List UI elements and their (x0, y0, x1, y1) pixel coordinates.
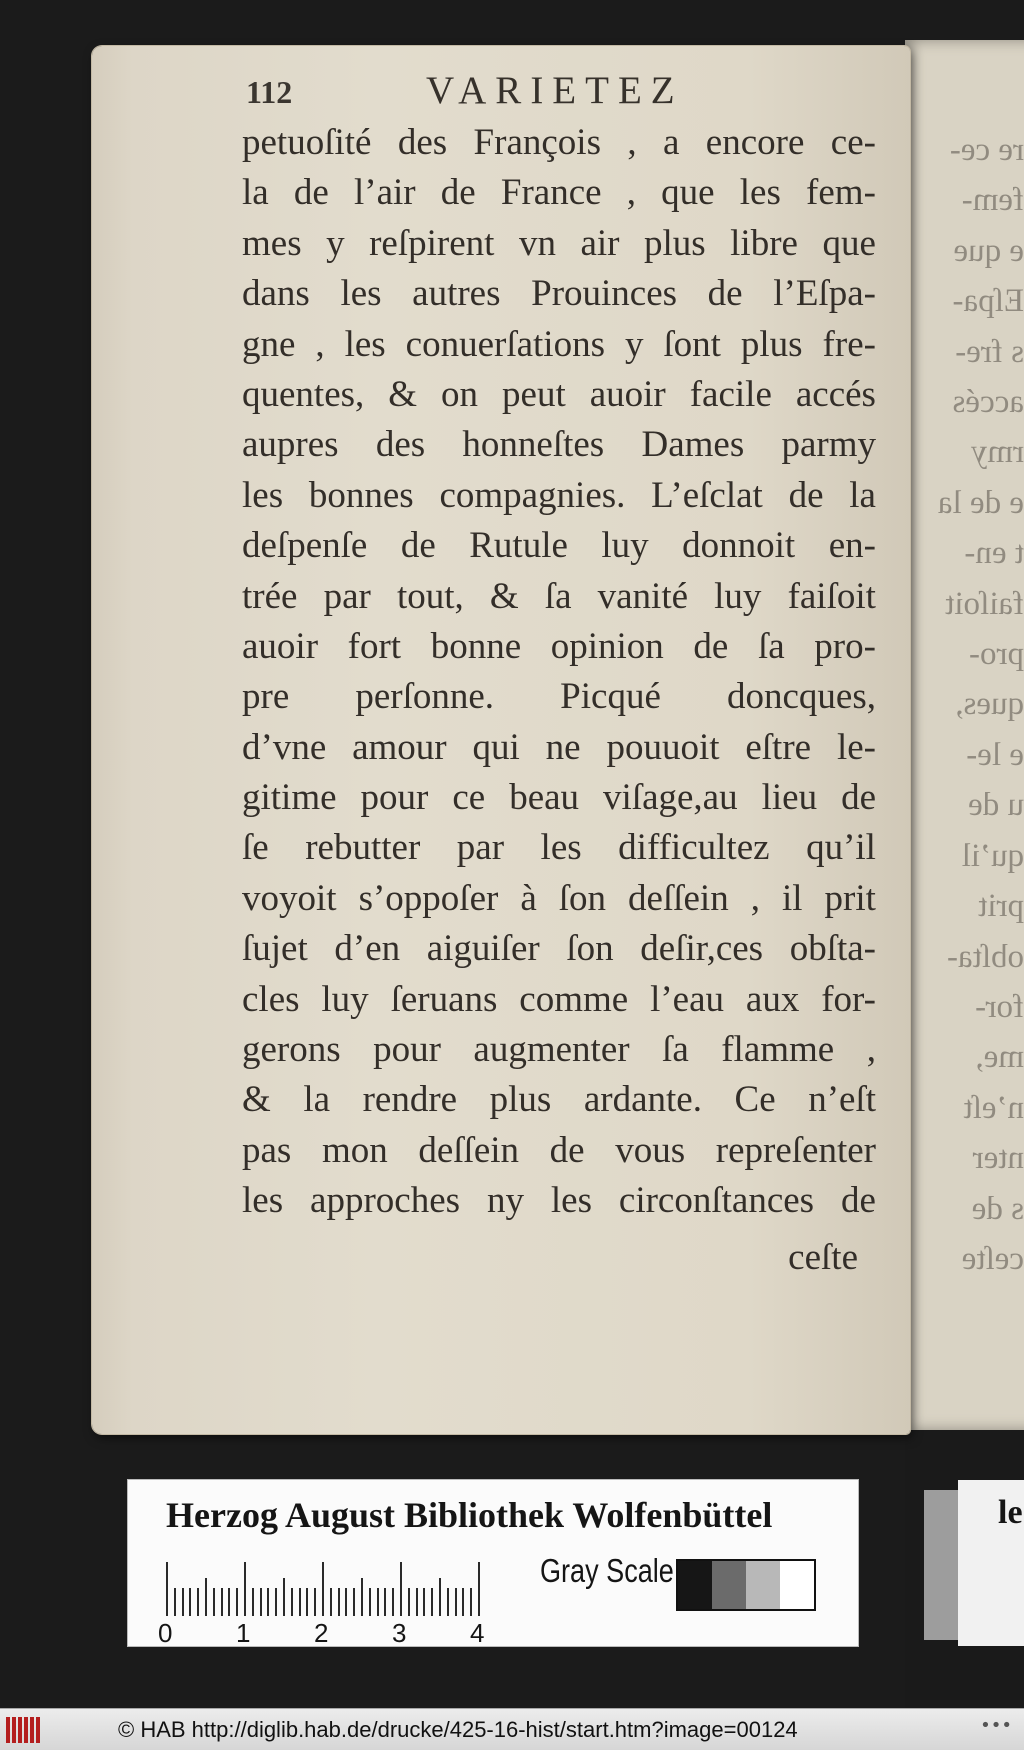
ruler-tick (345, 1588, 347, 1616)
text-word: auoir (242, 625, 319, 667)
text-word: des (375, 424, 426, 466)
ruler-tick (267, 1588, 269, 1616)
facing-line: s de (971, 1190, 1024, 1227)
text-word: de (841, 777, 876, 819)
text-word: difficultez (618, 827, 770, 869)
text-word: opinion (550, 625, 664, 667)
ruler-label-4: 4 (470, 1618, 485, 1648)
text-word: par (456, 827, 505, 869)
text-word: lieu (761, 777, 818, 819)
facing-line: fem- (961, 182, 1024, 219)
hab-logo-icon (6, 1717, 46, 1743)
text-word: , (866, 1029, 876, 1071)
text-word: cles (242, 978, 300, 1020)
text-line (242, 975, 876, 1025)
ruler-tick (314, 1588, 316, 1616)
neighbour-label-card (958, 1480, 1024, 1646)
ruler-tick (416, 1588, 418, 1616)
ruler-tick (166, 1562, 168, 1616)
text-word: la (303, 1079, 331, 1121)
text-word: prit (824, 877, 876, 919)
text-word: ſont (663, 323, 721, 365)
text-word: vous (615, 1129, 686, 1171)
text-word: bonne (430, 625, 522, 667)
body-text (242, 118, 876, 1227)
text-word: pouuoit (606, 726, 720, 768)
text-word: de (549, 1129, 585, 1171)
text-word: ſa (544, 575, 572, 617)
text-word: bonnes (308, 474, 414, 516)
ruler-tick (462, 1588, 464, 1616)
facing-line: e que (953, 232, 1024, 269)
text-word: ce- (830, 122, 876, 163)
text-word: comme (519, 978, 629, 1020)
text-word: eſtre (745, 726, 812, 768)
text-word: approches (310, 1180, 461, 1222)
text-line (242, 1075, 876, 1125)
ruler-tick (213, 1588, 215, 1616)
text-word: la (242, 172, 269, 214)
text-word: les (344, 323, 386, 365)
text-word: ſa (662, 1029, 689, 1071)
text-word: qui (472, 726, 520, 768)
library-name: Herzog August Bibliothek Wolfenbüttel (166, 1495, 773, 1535)
footer-bar (0, 1708, 1024, 1750)
text-word: les (540, 827, 582, 869)
footer-copyright-link[interactable]: © HAB http://diglib.hab.de/drucke/425-16-hist/start.htm?image=00124 (118, 1717, 798, 1742)
facing-line: nter (972, 1140, 1024, 1177)
text-word: ſujet (242, 928, 308, 970)
logo-bar (6, 1717, 10, 1743)
text-word: que (661, 172, 715, 214)
ruler-label-1: 1 (236, 1618, 251, 1648)
text-line (242, 370, 876, 420)
text-word: quentes, (242, 373, 365, 415)
text-line (242, 572, 876, 622)
text-word: aupres (242, 424, 339, 466)
text-word: pre (242, 676, 290, 718)
text-word: facile (689, 373, 772, 415)
text-word: doncques, (726, 676, 876, 718)
ruler-label-2: 2 (314, 1618, 329, 1648)
text-word: auoir (589, 373, 666, 415)
library-label-card (128, 1480, 858, 1646)
text-word: luy (601, 525, 649, 567)
text-word: l’Eſpa- (773, 273, 876, 315)
text-word: encore (705, 122, 805, 163)
text-word: les (242, 474, 284, 516)
facing-line: me, (975, 1039, 1024, 1076)
text-word: de (440, 172, 476, 214)
text-word: deſpenſe (242, 525, 368, 567)
scale-ruler (166, 1560, 526, 1616)
ruler-tick (455, 1588, 457, 1616)
text-word: ſon (566, 928, 614, 970)
text-word: vanité (597, 575, 689, 617)
ruler-tick (400, 1562, 402, 1616)
facing-line: t en- (964, 535, 1024, 572)
text-word: de (788, 474, 824, 516)
text-word: le- (836, 726, 876, 768)
text-word: , (626, 172, 636, 214)
text-word: y (326, 222, 345, 264)
text-word: François (473, 122, 601, 163)
text-word: ne (545, 726, 581, 768)
text-word: les (550, 1180, 592, 1222)
grayscale-swatch (746, 1561, 780, 1609)
ruler-tick (338, 1588, 340, 1616)
text-word: plus (643, 222, 706, 264)
ruler-tick (423, 1588, 425, 1616)
text-word: aiguiſer (426, 928, 540, 970)
text-word: mon (321, 1129, 388, 1171)
text-word: plus (489, 1079, 552, 1121)
text-word: , (627, 122, 637, 163)
facing-line: e de la (937, 484, 1024, 521)
ruler-tick (353, 1588, 355, 1616)
text-word: fem- (806, 172, 876, 214)
facing-line: pro- (969, 636, 1024, 673)
text-word: reſpirent (369, 222, 495, 264)
ruler-tick (221, 1588, 223, 1616)
text-word: Picqué (560, 676, 661, 718)
text-word: ſa (757, 625, 785, 667)
facing-page (905, 40, 1024, 1430)
text-word: la (849, 474, 876, 516)
text-word: donnoit (682, 525, 796, 567)
text-word: ny (486, 1180, 524, 1222)
text-line (242, 924, 876, 974)
text-word: s’oppoſer (358, 877, 499, 919)
facing-page-bleed-text (905, 125, 1024, 1284)
facing-line: prit (978, 888, 1024, 925)
text-word: qu’il (806, 827, 876, 869)
text-word: deſſein (628, 877, 729, 919)
ruler-tick (377, 1588, 379, 1616)
text-word: en- (828, 525, 876, 567)
logo-bar (36, 1717, 40, 1743)
text-word: faiſoit (787, 575, 876, 617)
text-word: ardante. (583, 1079, 702, 1121)
ruler-tick (189, 1588, 191, 1616)
text-line (242, 622, 876, 672)
text-word: Rutule (469, 525, 568, 567)
text-word: circonſtances (618, 1180, 815, 1222)
text-word: petuoſité (242, 122, 372, 163)
text-word: pour (373, 1029, 441, 1071)
text-word: augmenter (473, 1029, 630, 1071)
ruler-tick (260, 1588, 262, 1616)
ruler-tick (369, 1588, 371, 1616)
grayscale-swatch (712, 1561, 746, 1609)
logo-bar (12, 1717, 16, 1743)
text-word: gerons (242, 1029, 341, 1071)
text-word: on (441, 373, 479, 415)
ruler-tick (236, 1588, 238, 1616)
text-word: parmy (781, 424, 876, 466)
text-word: de (293, 172, 329, 214)
text-word: l’eau (650, 978, 725, 1020)
text-word: par (323, 575, 371, 617)
text-word: plus (740, 323, 803, 365)
text-line (242, 118, 876, 168)
logo-bar (30, 1717, 34, 1743)
text-word: honneſtes (462, 424, 605, 466)
facing-line: n’eſt (963, 1089, 1024, 1126)
grayscale-swatch (678, 1561, 712, 1609)
grayscale-label: Gray Scale (540, 1552, 674, 1589)
text-word: vn (518, 222, 556, 264)
ruler-tick (197, 1588, 199, 1616)
text-word: & (489, 575, 519, 617)
text-word: viſage,au (603, 777, 738, 819)
facing-line: ques, (955, 686, 1024, 723)
text-word: accés (795, 373, 876, 415)
text-line (242, 723, 876, 773)
text-word: les (242, 1180, 284, 1222)
ruler-tick (361, 1578, 363, 1616)
facing-line: ceſte (961, 1240, 1024, 1277)
text-word: luy (321, 978, 369, 1020)
facing-line: Eſpa- (952, 283, 1024, 320)
text-word: pas (242, 1129, 292, 1171)
text-line (242, 1176, 876, 1226)
facing-line: re ce- (949, 132, 1024, 168)
text-word: fre- (822, 323, 876, 365)
text-word: de (707, 273, 743, 315)
facing-line: accés (952, 384, 1024, 421)
text-line (242, 773, 876, 823)
text-line (242, 269, 876, 319)
text-word: Dames (641, 424, 745, 466)
text-word: perſonne. (355, 676, 495, 718)
text-line (242, 823, 876, 873)
text-word: libre (730, 222, 798, 264)
ruler-tick (384, 1588, 386, 1616)
ruler-tick (244, 1562, 246, 1616)
ruler-tick (439, 1578, 441, 1616)
text-word: ſe (242, 827, 269, 869)
book-page (92, 46, 910, 1434)
text-word: l’air (353, 172, 416, 214)
ruler-tick (299, 1588, 301, 1616)
ruler-tick (291, 1588, 293, 1616)
text-word: dans (242, 273, 310, 315)
text-word: voyoit (242, 877, 337, 919)
ruler-tick (306, 1588, 308, 1616)
facing-line: e le- (966, 736, 1024, 773)
text-line (242, 320, 876, 370)
facing-line: u de (968, 787, 1024, 824)
text-word: deſir,ces (640, 928, 764, 970)
text-word: des (397, 122, 448, 163)
ruler-tick (330, 1588, 332, 1616)
catchword: ceſte (788, 1237, 858, 1278)
text-word: for- (821, 978, 876, 1020)
text-word: deſſein (418, 1129, 520, 1171)
facing-line: s fre- (955, 333, 1024, 370)
text-line (242, 168, 876, 218)
grayscale-swatch (780, 1561, 814, 1609)
text-word: ce (452, 777, 486, 819)
text-word: conuerſations (405, 323, 605, 365)
text-word: amour (352, 726, 447, 768)
ruler-tick (174, 1588, 176, 1616)
text-word: air (580, 222, 620, 264)
text-word: rebutter (305, 827, 421, 869)
text-line (242, 420, 876, 470)
logo-bar (24, 1717, 28, 1743)
ruler-tick (275, 1588, 277, 1616)
ruler-tick (470, 1588, 472, 1616)
ruler-tick (322, 1562, 324, 1616)
page-number: 112 (246, 74, 293, 110)
text-line (242, 672, 876, 722)
text-word: Prouinces (531, 273, 678, 315)
facing-line: obſta- (947, 938, 1024, 975)
text-word: ſon (558, 877, 607, 919)
ruler-tick (431, 1588, 433, 1616)
text-word: aux (745, 978, 800, 1020)
text-word: pro- (814, 625, 876, 667)
neighbour-card-edge (924, 1490, 958, 1640)
ruler-label-3: 3 (392, 1618, 407, 1648)
text-word: obſta- (789, 928, 876, 970)
ruler-label-0: 0 (158, 1618, 173, 1648)
text-word: d’vne (242, 726, 327, 768)
text-word: , (750, 877, 760, 919)
neighbour-label-text: le (998, 1494, 1023, 1531)
text-word: & (388, 373, 418, 415)
text-line (242, 521, 876, 571)
text-word: flamme (721, 1029, 835, 1071)
grayscale-swatches (676, 1559, 816, 1611)
text-word: , (315, 323, 325, 365)
text-word: France (500, 172, 602, 214)
text-word: repreſenter (715, 1129, 876, 1171)
text-line (242, 1025, 876, 1075)
text-word: que (822, 222, 876, 264)
ruler-tick (182, 1588, 184, 1616)
ruler-tick (447, 1588, 449, 1616)
text-line (242, 874, 876, 924)
facing-line: rmy (970, 434, 1024, 471)
text-word: ſeruans (390, 978, 498, 1020)
ruler-tick (478, 1562, 480, 1616)
text-word: les (739, 172, 781, 214)
text-word: autres (412, 273, 501, 315)
text-word: y (624, 323, 644, 365)
text-word: luy (714, 575, 762, 617)
ruler-tick (408, 1588, 410, 1616)
text-line (242, 219, 876, 269)
ruler-tick (205, 1578, 207, 1616)
text-word: tout, (396, 575, 464, 617)
ruler-tick (228, 1588, 230, 1616)
text-word: gitime (242, 777, 337, 819)
text-word: peut (502, 373, 566, 415)
text-word: gne (242, 323, 296, 365)
ruler-tick (252, 1588, 254, 1616)
text-word: & (242, 1079, 271, 1121)
facing-line: faiſoit (945, 585, 1024, 622)
text-word: fort (347, 625, 402, 667)
text-word: de (693, 625, 729, 667)
page-header (246, 66, 846, 116)
ruler-tick (392, 1588, 394, 1616)
text-word: pour (360, 777, 429, 819)
text-word: compagnies. (439, 474, 626, 516)
text-word: trée (242, 575, 298, 617)
ruler-tick (283, 1578, 285, 1616)
text-line (242, 471, 876, 521)
text-word: les (340, 273, 382, 315)
text-word: d’en (334, 928, 401, 970)
text-word: il (781, 877, 803, 919)
text-word: a (662, 122, 680, 163)
text-word: Ce (734, 1079, 776, 1121)
more-options-icon[interactable]: ••• (980, 1715, 1012, 1736)
text-word: mes (242, 222, 302, 264)
text-line (242, 1126, 876, 1176)
logo-bar (18, 1717, 22, 1743)
text-word: beau (509, 777, 580, 819)
running-title: VARIETEZ (426, 69, 684, 112)
facing-line: for- (975, 988, 1024, 1025)
facing-line: qu’il (961, 837, 1024, 874)
text-word: n’eſt (808, 1079, 876, 1121)
text-word: à (520, 877, 537, 919)
text-word: de (400, 525, 436, 567)
text-word: de (841, 1180, 876, 1222)
text-word: L’eſclat (651, 474, 763, 516)
text-word: rendre (362, 1079, 458, 1121)
